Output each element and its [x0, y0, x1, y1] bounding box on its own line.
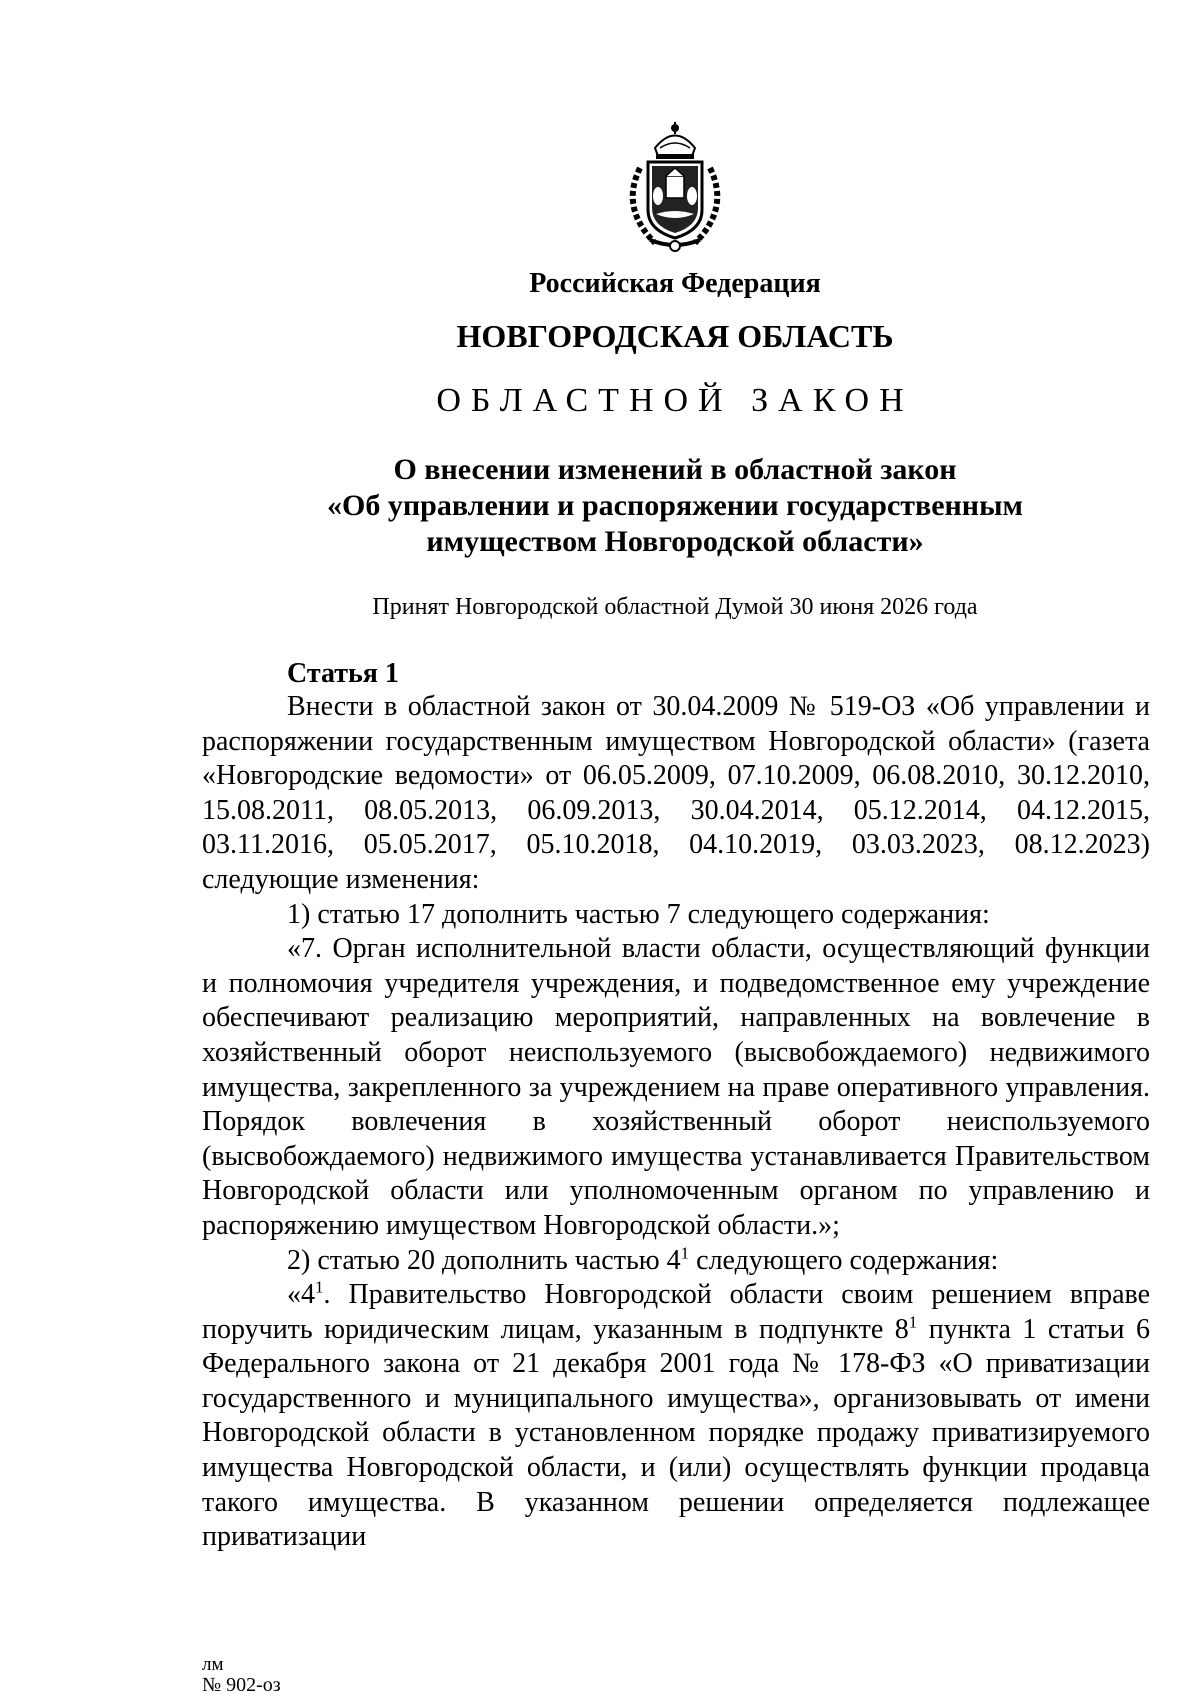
- footer-document-number: № 902-оз: [202, 1674, 281, 1696]
- item-1-paragraph: 1) статью 17 дополнить частью 7 следующего содержания:: [287, 898, 990, 930]
- superscript: 1: [315, 1277, 324, 1297]
- article-intro-paragraph: Внести в областной закон от 30.04.2009 № 519-ОЗ «Об управлении и распоряжении государственным имуществом Новгородской области» (газета «Новгородские ведомости» от 06.05.2009, 07.10.2009, 06.08.2010, 30.12.2010, 15.08.2011, 08.05.2013, 06.09.2013, 30.04.2014, 05.12.2014, 04.12.2015, 03.11.2016, 05.05.2017, 05.10.2018, 04.10.2019, 03.03.2023, 08.12.2023) следующие изменения:: [202, 691, 1150, 895]
- country-heading: Российская Федерация: [529, 268, 821, 299]
- item-2-text-start: «4: [287, 1279, 315, 1311]
- adoption-line: Принят Новгородской областной Думой 30 июня 2026 года: [372, 594, 978, 620]
- law-title-line: «Об управлении и распоряжении государственным: [327, 489, 1023, 522]
- coat-of-arms-emblem: [610, 118, 740, 258]
- footer-initials: лм: [202, 1654, 224, 1675]
- article-heading: Статья 1: [287, 658, 399, 689]
- law-title-line: имуществом Новгородской области»: [426, 525, 924, 558]
- region-heading: НОВГОРОДСКАЯ ОБЛАСТЬ: [456, 318, 894, 354]
- article-body: [202, 690, 1150, 1555]
- item-2-paragraph: [202, 1244, 1150, 1279]
- superscript: 1: [908, 1312, 918, 1332]
- law-title-line: О внесении изменений в областной закон: [393, 453, 957, 486]
- law-title: [0, 452, 1200, 560]
- superscript: 1: [680, 1243, 690, 1263]
- document-type-heading: ОБЛАСТНОЙ ЗАКОН: [436, 382, 914, 419]
- item-2-text-middle: . Правительство Новгородской области своим решением вправе поручить юридическим лицам, указанным в подпункте 8: [202, 1279, 1150, 1345]
- item-2-text-end: пункта 1 статьи 6 Федерального закона от 21 декабря 2001 года № 178-ФЗ «О приватизации государственного и муниципального имущества», организовывать от имени Новгородской области в установленном порядке продажу приватизируемого имущества Новгородской области, и (или) осуществлять функции продавца такого имущества. В указанном решении определяется подлежащее приватизации: [202, 1313, 1150, 1553]
- item-2-text-paragraph: [202, 1278, 1150, 1555]
- item-2-text: следующего содержания:: [689, 1244, 999, 1276]
- item-2-text: 2) статью 20 дополнить частью 4: [287, 1244, 681, 1276]
- item-1-text-paragraph: «7. Орган исполнительной власти области, осуществляющий функции и полномочия учредителя учреждения, и подведомственное ему учреждение обеспечивают реализацию мероприятий, направленных на вовлечение в хозяйственный оборот неиспользуемого (высвобождаемого) недвижимого имущества, закрепленного за учреждением на праве оперативного управления. Порядок вовлечения в хозяйственный оборот неиспользуемого (высвобождаемого) недвижимого имущества устанавливается Правительством Новгородской области или уполномоченным органом по управлению и распоряжению имуществом Новгородской области.»;: [202, 933, 1150, 1241]
